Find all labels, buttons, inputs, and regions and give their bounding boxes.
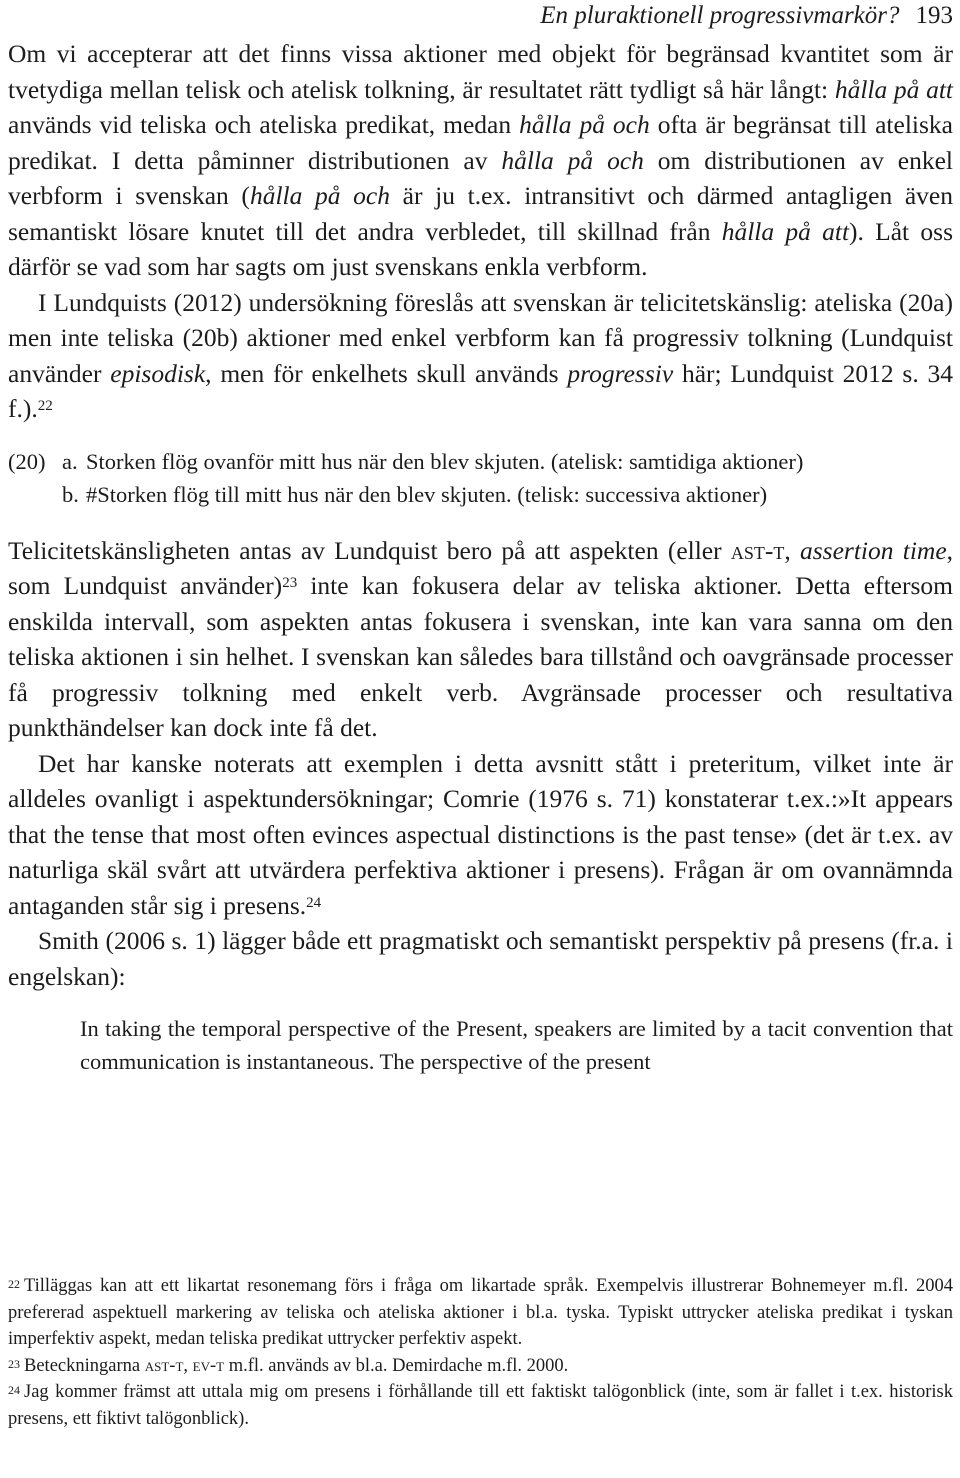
- footnote-mark: 23: [8, 1356, 20, 1371]
- text: I Lundquists (2012) undersökning föreslås att svenskan är telicitetskänslig: ateliska (20a) men inte teliska (20b) aktioner med enkel verbform kan få progressiv tolkning (Lundquist använder: [8, 287, 953, 388]
- paragraph-2: [8, 285, 953, 427]
- text: ofta är begränsat till ateliska predikat. I detta påminner distributionen av: [8, 110, 953, 175]
- text: Smith (2006 s. 1) lägger både ett pragmatiskt och semantiskt perspektiv på presens (fr.a. i engelskan):: [8, 926, 953, 991]
- small-caps-term: ast-t: [730, 535, 785, 565]
- paragraph-3: [8, 533, 953, 746]
- example-number: (20): [8, 448, 46, 474]
- block-quote: In taking the temporal perspective of the Present, speakers are limited by a tacit convention that communication is instantaneous. The perspective of the present: [80, 1016, 953, 1074]
- text: ,: [784, 535, 800, 565]
- footnote-ref-22[interactable]: 22: [37, 398, 53, 414]
- page-number: 193: [915, 2, 953, 29]
- text: inte kan fokusera delar av teliska aktioner. Detta eftersom enskilda intervall, som aspekten antas fokusera i svenskan, inte kan vara sanna om den teliska aktionen i sin helhet. I svenskan kan således bara tillstånd och oavgränsade processer få progressiv tolkning med enkelt verb. Avgränsade processer och resultativa punkthändelser kan dock inte få det.: [8, 571, 953, 742]
- italic-term: episodisk: [110, 358, 206, 388]
- footnote-text: m.fl. används av bl.a. Demirdache m.fl. 2000.: [224, 1355, 569, 1376]
- footnote-text: Tilläggas kan att ett likartat resonemang förs i fråga om likartade språk. Exempelvis illustrerar Bohnemeyer m.fl. 2004 prefererad aspektuell markering av teliska och ateliska aktioner i bl.a. tyska. Typiskt uttrycker ateliska predikat i tyskan imperfektiv aspekt, medan teliska predikat uttrycker perfektiv aspekt.: [8, 1276, 953, 1349]
- italic-term: hålla på och: [519, 110, 650, 139]
- italic-term: hålla på och: [501, 145, 644, 175]
- text: här; Lundquist 2012 s. 34 f.).: [8, 358, 953, 423]
- italic-term: hålla på och: [249, 181, 391, 210]
- footnote-24: [8, 1379, 953, 1432]
- small-caps-term: ast-t: [144, 1355, 184, 1376]
- example-letter-b: b.: [62, 481, 79, 507]
- example-line-a: [8, 445, 953, 478]
- footnote-23: [8, 1353, 953, 1380]
- running-head-title: En pluraktionell progressivmarkör?: [540, 2, 900, 29]
- text: används vid teliska och ateliska predikat, medan: [8, 110, 520, 139]
- text: , men för enkelhets skull används: [205, 358, 568, 388]
- text: om distributionen av enkel verbform i svenskan (: [8, 145, 953, 210]
- example-a-text: Storken flög ovanför mitt hus när den blev skjuten. (atelisk: samtidiga aktioner): [86, 448, 804, 474]
- footnote-text: ,: [183, 1355, 193, 1376]
- text: Det har kanske noterats att exemplen i detta avsnitt stått i preteritum, vilket inte är alldeles ovanligt i aspektundersökningar; Comrie (1976 s. 71) konstaterar t.ex.:»It appears that the tense that most often evinces aspectual distinctions is the past tense» (det är t.ex. av naturliga skäl svårt att utvärdera perfektiva aktioner i presens). Frågan är om ovannämnda antaganden står sig i presens.: [8, 748, 953, 920]
- footnote-22: [8, 1273, 953, 1353]
- paragraph-5: [8, 923, 953, 994]
- example-letter-a: a.: [62, 448, 78, 474]
- running-head: [8, 2, 953, 36]
- footnote-mark: 22: [8, 1277, 20, 1291]
- small-caps-term: ev-t: [192, 1355, 225, 1376]
- footnote-ref-23[interactable]: 23: [282, 575, 298, 591]
- example-line-b: [8, 478, 953, 511]
- paragraph-1: [8, 36, 953, 285]
- footnote-text: Jag kommer främst att uttala mig om presens i förhållande till ett faktiskt talögonblick (inte, som är fallet i t.ex. historisk presens, ett fiktivt talögonblick).: [8, 1382, 953, 1429]
- example-number-spacer: [8, 478, 62, 511]
- paragraph-4: [8, 746, 953, 924]
- example-20: [8, 445, 953, 511]
- page: [8, 0, 953, 1078]
- italic-term: assertion time: [799, 535, 947, 565]
- footnote-ref-24[interactable]: 24: [306, 894, 322, 911]
- italic-term: hålla på att: [834, 74, 954, 104]
- footnote-mark: 24: [8, 1383, 20, 1397]
- text: ). Låt oss därför se vad som har sagts om just svenskans enkla verbform.: [8, 216, 953, 281]
- text: Om vi accepterar att det finns vissa aktioner med objekt för begränsad kvantitet som är tvetydiga mellan telisk och atelisk tolkning, är resultatet rätt tydligt så här långt:: [8, 39, 953, 104]
- example-b-text: #Storken flög till mitt hus när den blev skjuten. (telisk: successiva aktioner): [86, 481, 768, 507]
- text: , som Lundquist använder): [8, 535, 954, 600]
- footnote-text: Beteckningarna: [24, 1355, 145, 1376]
- italic-term: hålla på att: [721, 216, 850, 246]
- text: är ju t.ex. intransitivt och därmed antagligen även semantiskt lösare knutet till det andra verbledet, till skillnad från: [8, 181, 953, 246]
- text: Telicitetskänsligheten antas av Lundquist bero på att aspekten (eller: [8, 535, 731, 565]
- footnotes: [8, 1273, 953, 1432]
- italic-term: progressiv: [567, 358, 674, 388]
